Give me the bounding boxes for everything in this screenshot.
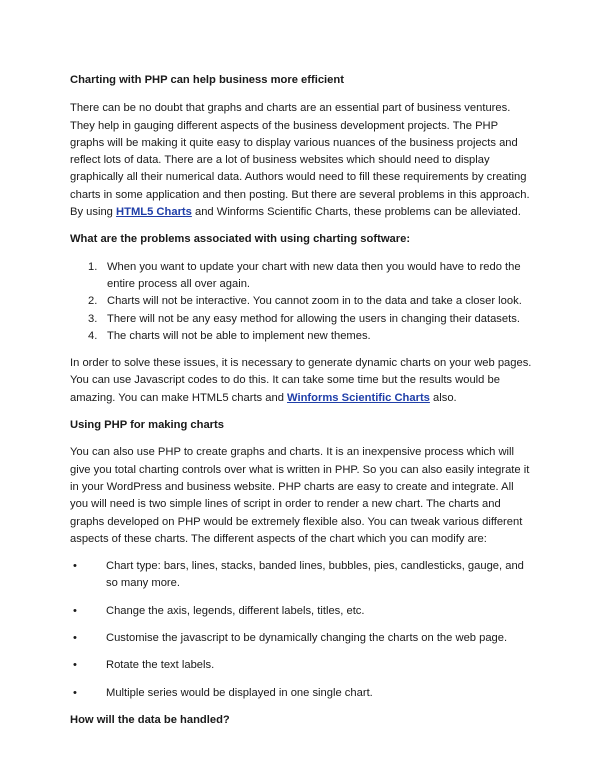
list-item [70, 259, 532, 294]
heading-problems: What are the problems associated with using charting software: [70, 233, 411, 246]
list-item-text: There will not be any easy method for allowing the users in changing their datasets. [107, 312, 520, 325]
solution-text: In order to solve these issues, it is necessary to generate dynamic charts on your web pages. You can use Javascript codes to do this. It can take some time but the results would be amazing. You can make HTML5 charts and [70, 357, 532, 404]
document-page [70, 72, 532, 729]
problems-list [70, 259, 532, 345]
list-number: 3. [88, 312, 98, 325]
bullet-icon: • [73, 686, 77, 699]
php-paragraph: You can also use PHP to create graphs and charts. It is an inexpensive process which will give you total charting controls over what is written in PHP. So you can also easily integrate it in your WordPress and business website. PHP charts are easy to create and integrate. All you will need is two simple lines of script in order to render a new chart. The charts and graphs developed on PHP would be extremely flexible also. You can tweak various different aspects of these charts. The different aspects of the chart which you can modify are: [70, 446, 530, 545]
list-number: 4. [88, 329, 98, 342]
bullet-icon: • [73, 659, 77, 672]
bullet-text: Change the axis, legends, different labels, titles, etc. [106, 604, 365, 617]
heading-using-php: Using PHP for making charts [70, 419, 224, 432]
bullet-icon: • [73, 560, 77, 573]
html5-charts-link[interactable]: HTML5 Charts [116, 206, 192, 219]
list-item-text: When you want to update your chart with new data then you would have to redo the entire process all over again. [107, 260, 521, 290]
heading-charting-with-php: Charting with PHP can help business more efficient [70, 74, 344, 86]
bullet-icon: • [73, 632, 77, 645]
bullet-text: Chart type: bars, lines, stacks, banded lines, bubbles, pies, candlesticks, gauge, and so many more. [106, 560, 524, 590]
intro-paragraph [70, 100, 532, 221]
heading-data-handling: How will the data be handled? [70, 713, 230, 726]
intro-text-end: and Winforms Scientific Charts, these problems can be alleviated. [191, 206, 521, 219]
list-item-text: The charts will not be able to implement new themes. [107, 329, 371, 342]
bullet-item [70, 603, 532, 620]
list-item [70, 293, 532, 310]
bullet-item [70, 558, 532, 593]
bullet-text: Rotate the text labels. [106, 659, 215, 672]
bullet-icon: • [73, 604, 77, 617]
solution-paragraph [70, 355, 532, 407]
list-number: 1. [88, 260, 98, 273]
list-item [70, 328, 532, 345]
bullet-text: Customise the javascript to be dynamically changing the charts on the web page. [106, 632, 508, 645]
solution-text-end: also. [429, 391, 457, 404]
bullet-item [70, 685, 532, 702]
intro-text: There can be no doubt that graphs and charts are an essential part of business ventures. They help in gauging different aspects of the business development projects. The PHP graphs will be making it quite easy to display various nuances of the business projects and reflect lots of data. There are a lot of business websites which should need to display graphically all their numerical data. Authors would need to fill these requirements by creating charts in some application and then posting. But there are several problems in this approach. By using [70, 102, 530, 219]
bullet-item [70, 630, 532, 647]
winforms-scientific-charts-link[interactable]: Winforms Scientific Charts [287, 391, 430, 404]
list-item [70, 311, 532, 328]
list-number: 2. [88, 295, 98, 308]
bullet-text: Multiple series would be displayed in one single chart. [106, 686, 373, 699]
bullet-item [70, 657, 532, 674]
list-item-text: Charts will not be interactive. You cannot zoom in to the data and take a closer look. [107, 295, 522, 308]
